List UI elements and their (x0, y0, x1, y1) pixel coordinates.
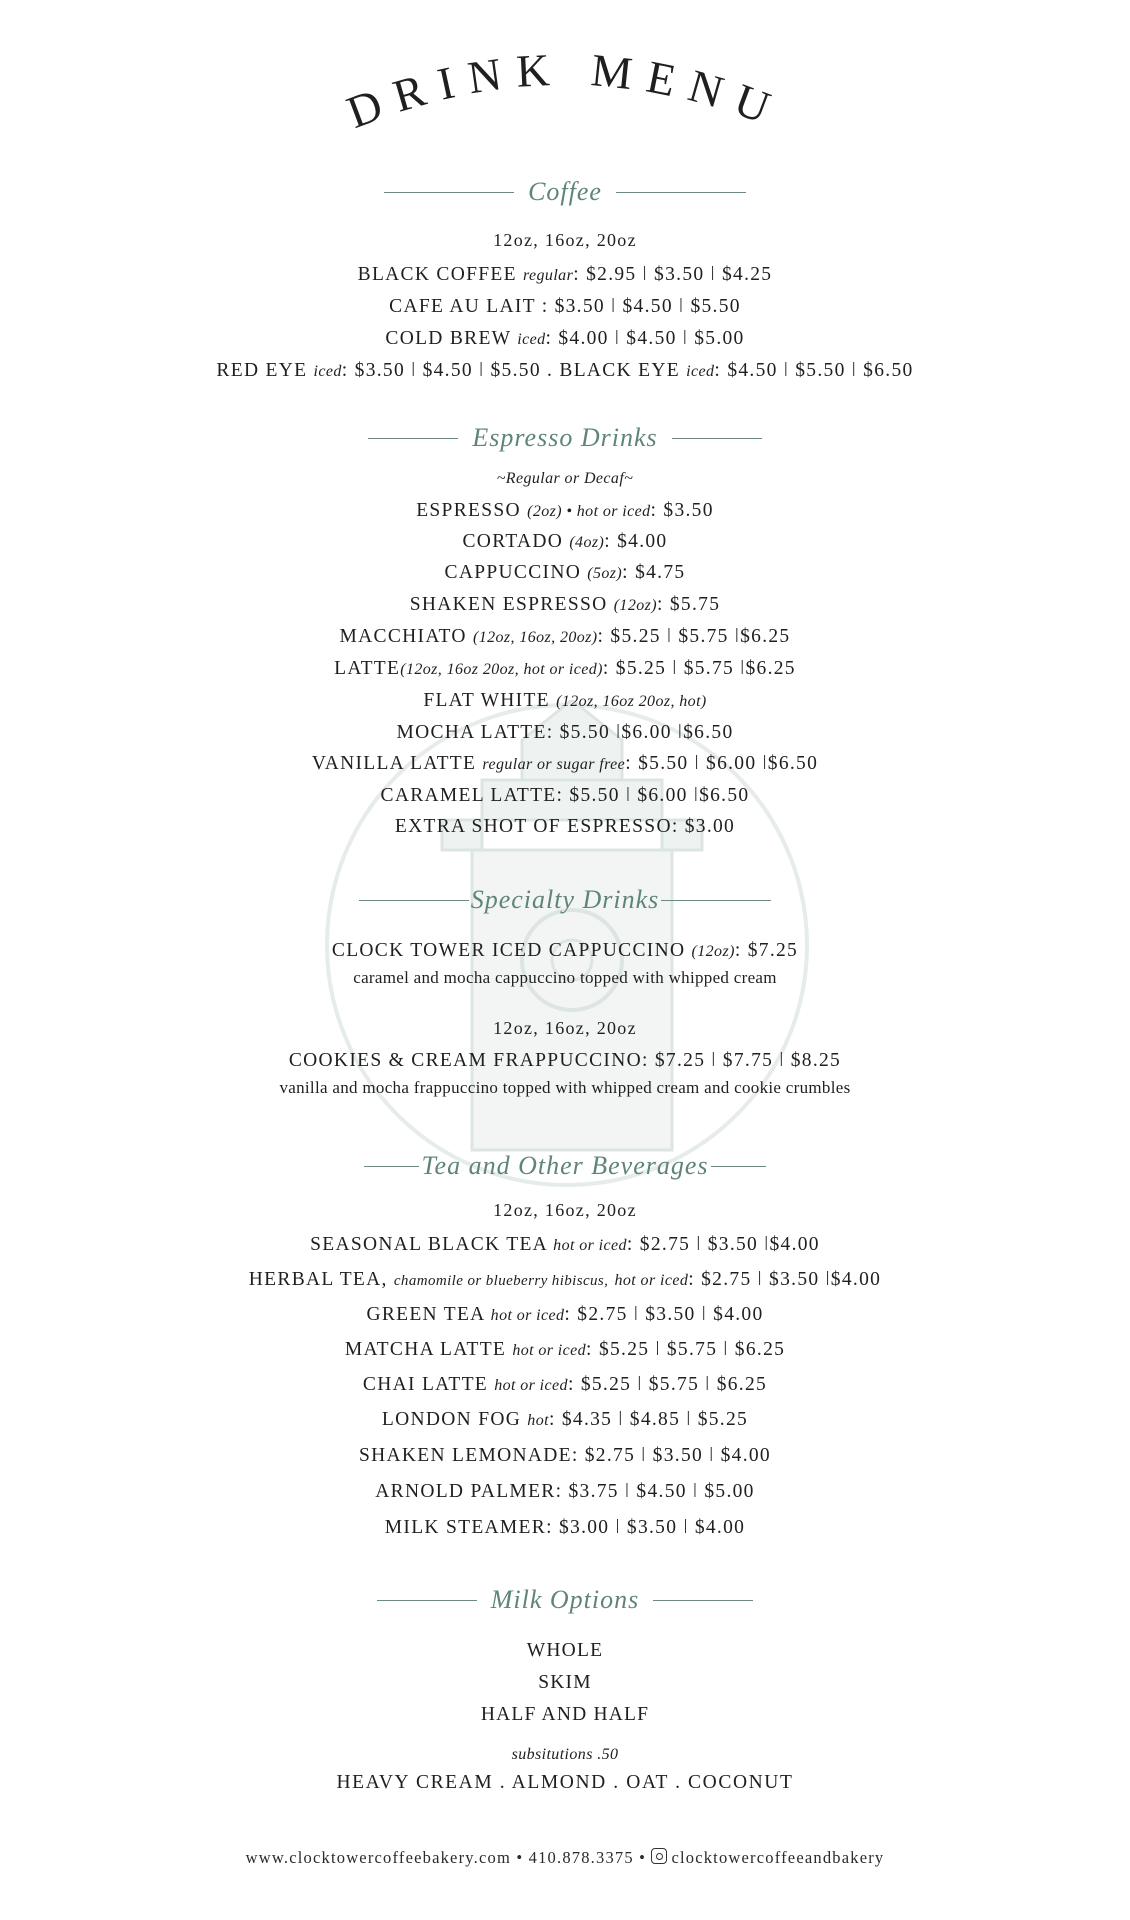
instagram-icon (651, 1848, 667, 1864)
espresso-subheading: ~Regular or Decaf~ (496, 470, 634, 487)
herbal-tea-item: HERBAL TEA, chamomile or blueberry hibiscus, hot or iced: $2.75 ǀ $3.50 ǀ$4.00 (248, 1269, 882, 1290)
footer: www.clocktowercoffeebakery.com • 410.878.3375 • clocktowercoffeeandbakery (245, 1848, 885, 1867)
tea-sizes: 12oz, 16oz, 20oz (493, 1200, 637, 1220)
matcha-latte-item: MATCHA LATTE hot or iced: $5.25 ǀ $5.75 ǀ $6.25 (344, 1339, 786, 1360)
green-tea-item: GREEN TEA hot or iced: $2.75 ǀ $3.50 ǀ $4.00 (366, 1304, 764, 1325)
arnold-palmer-item: ARNOLD PALMER: $3.75 ǀ $4.50 ǀ $5.00 (375, 1481, 755, 1502)
shaken-espresso-item: SHAKEN ESPRESSO (12oz): $5.75 (409, 594, 721, 615)
mocha-latte-item: MOCHA LATTE: $5.50 ǀ$6.00 ǀ$6.50 (396, 722, 734, 743)
vanilla-latte-item: VANILLA LATTE regular or sugar free: $5.50 ǀ $6.00 ǀ$6.50 (311, 753, 819, 774)
cookies-cream-frappuccino-desc: vanilla and mocha frappuccino topped with whipped cream and cookie crumbles (279, 1078, 851, 1097)
black-coffee-item: BLACK COFFEE regular: $2.95 ǀ $3.50 ǀ $4.25 (357, 264, 773, 285)
coffee-heading: Coffee (0, 172, 1130, 212)
extra-shot-item: EXTRA SHOT OF ESPRESSO: $3.00 (394, 816, 736, 837)
milk-skim: SKIM (538, 1672, 592, 1693)
espresso-heading: Espresso Drinks (0, 418, 1130, 458)
specialty-sizes: 12oz, 16oz, 20oz (493, 1018, 637, 1038)
flat-white-item: FLAT WHITE (12oz, 16oz 20oz, hot) (423, 690, 707, 711)
clock-tower-cappuccino-desc: caramel and mocha cappuccino topped with whipped cream (353, 968, 777, 987)
specialty-heading: Specialty Drinks (0, 880, 1130, 920)
coffee-sizes: 12oz, 16oz, 20oz (493, 230, 637, 250)
red-eye-black-eye-item: RED EYE iced: $3.50 ǀ $4.50 ǀ $5.50 . BLACK EYE iced: $4.50 ǀ $5.50 ǀ $6.50 (216, 360, 914, 381)
milk-half-and-half: HALF AND HALF (480, 1704, 650, 1725)
macchiato-item: MACCHIATO (12oz, 16oz, 20oz): $5.25 ǀ $5.75 ǀ$6.25 (339, 626, 791, 647)
instagram-handle[interactable]: clocktowercoffeeandbakery (671, 1848, 885, 1867)
milk-heading: Milk Options (0, 1580, 1130, 1620)
cappuccino-item: CAPPUCCINO (5oz): $4.75 (444, 562, 686, 583)
tea-heading: Tea and Other Beverages (0, 1146, 1130, 1186)
latte-item: LATTE(12oz, 16oz 20oz, hot or iced): $5.25 ǀ $5.75 ǀ$6.25 (334, 658, 796, 679)
clock-tower-cappuccino-item: CLOCK TOWER ICED CAPPUCCINO (12oz): $7.25 (331, 940, 799, 961)
website-link[interactable]: www.clocktowercoffeebakery.com (245, 1848, 511, 1867)
chai-latte-item: CHAI LATTE hot or iced: $5.25 ǀ $5.75 ǀ $6.25 (362, 1374, 768, 1395)
milk-whole: WHOLE (526, 1640, 604, 1661)
espresso-item: ESPRESSO (2oz) • hot or iced: $3.50 (416, 500, 714, 521)
substitutions-note: subsitutions .50 (511, 1746, 619, 1763)
cortado-item: CORTADO (4oz): $4.00 (462, 531, 668, 552)
svg-text:DRINK MENU: DRINK MENU (340, 43, 790, 138)
caramel-latte-item: CARAMEL LATTE: $5.50 ǀ $6.00 ǀ$6.50 (380, 785, 750, 806)
milk-alternatives: HEAVY CREAM . ALMOND . OAT . COCONUT (336, 1772, 794, 1793)
cold-brew-item: COLD BREW iced: $4.00 ǀ $4.50 ǀ $5.00 (385, 328, 745, 349)
london-fog-item: LONDON FOG hot: $4.35 ǀ $4.85 ǀ $5.25 (381, 1409, 749, 1430)
shaken-lemonade-item: SHAKEN LEMONADE: $2.75 ǀ $3.50 ǀ $4.00 (358, 1445, 771, 1466)
seasonal-black-tea-item: SEASONAL BLACK TEA hot or iced: $2.75 ǀ $3.50 ǀ$4.00 (310, 1234, 820, 1255)
cookies-cream-frappuccino-item: COOKIES & CREAM FRAPPUCCINO: $7.25 ǀ $7.75 ǀ $8.25 (288, 1050, 842, 1071)
cafe-au-lait-item: CAFE AU LAIT : $3.50 ǀ $4.50 ǀ $5.50 (389, 296, 741, 317)
phone-number[interactable]: 410.878.3375 (528, 1848, 634, 1867)
milk-steamer-item: MILK STEAMER: $3.00 ǀ $3.50 ǀ $4.00 (384, 1517, 746, 1538)
menu-title (300, 40, 830, 150)
